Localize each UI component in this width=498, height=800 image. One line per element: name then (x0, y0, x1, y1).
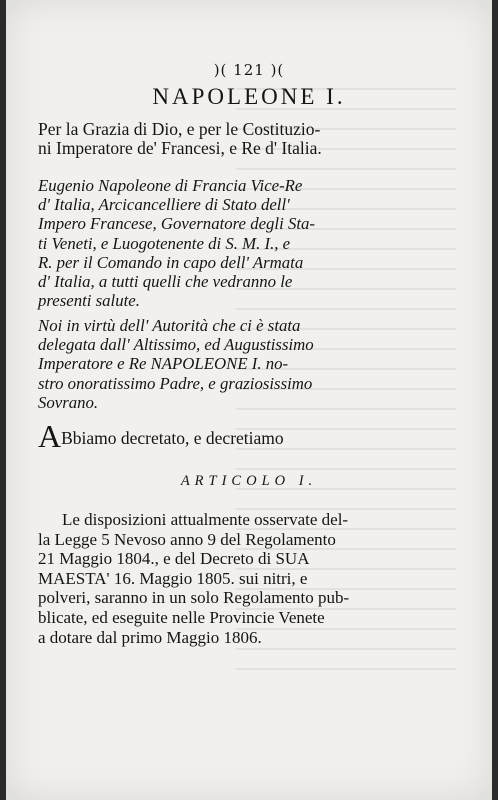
eugenio-paragraph (38, 176, 458, 310)
noi-line: Imperatore e Re NAPOLEONE I. no- (38, 354, 289, 374)
eugenio-line: ti Veneti, e Luogotenente di S. M. I., e (38, 233, 291, 253)
article-line: Le disposizioni attualmente osservate del- (62, 510, 349, 529)
article-line: polveri, saranno in un solo Regolamento pub- (38, 588, 350, 608)
article-line: a dotare dal primo Maggio 1806. (38, 627, 262, 647)
noi-line: Noi in virtù dell' Autorità che ci è stata (38, 316, 301, 335)
noi-line: stro onoratissimo Padre, e graziosissimo (38, 373, 313, 393)
eugenio-line: presenti salute. (38, 291, 140, 311)
article-line: MAESTA' 16. Maggio 1805. sui nitri, e (38, 568, 308, 588)
article-line: 21 Maggio 1804., e del Decreto di SUA (38, 549, 310, 569)
eugenio-line: d' Italia, Arcicancelliere di Stato dell' (38, 195, 290, 215)
article-title: ARTICOLO I. (180, 473, 318, 489)
page-number: )( 121 )( (213, 61, 285, 79)
decree-initial: A (38, 418, 62, 454)
eugenio-line: Eugenio Napoleone di Francia Vice-Re (38, 176, 303, 195)
eugenio-line: Impero Francese, Governatore degli Sta- (38, 214, 315, 234)
article-line: la Legge 5 Nevoso anno 9 del Regolamento (38, 529, 336, 549)
heading-line: Per la Grazia di Dio, e per le Costituzio- (38, 119, 321, 139)
noi-paragraph (38, 316, 458, 412)
eugenio-line: d' Italia, a tutti quelli che vedranno le (38, 272, 293, 292)
decree-text: Bbiamo decretato, e decretiamo (61, 428, 284, 448)
heading-line: ni Imperatore de' Francesi, e Re d' Italia. (38, 138, 322, 158)
eugenio-line: R. per il Comando in capo dell' Armata (38, 252, 304, 272)
noi-line: delegata dall' Altissimo, ed Augustissimo (38, 335, 314, 355)
title-heading-block (38, 120, 458, 158)
article-line: blicate, ed eseguite nelle Provincie Venete (38, 607, 325, 627)
decree-line (38, 418, 458, 455)
noi-line: Sovrano. (38, 392, 99, 412)
page-title: NAPOLEONE I. (152, 84, 346, 109)
article-paragraph (38, 510, 458, 647)
book-page (6, 0, 492, 800)
